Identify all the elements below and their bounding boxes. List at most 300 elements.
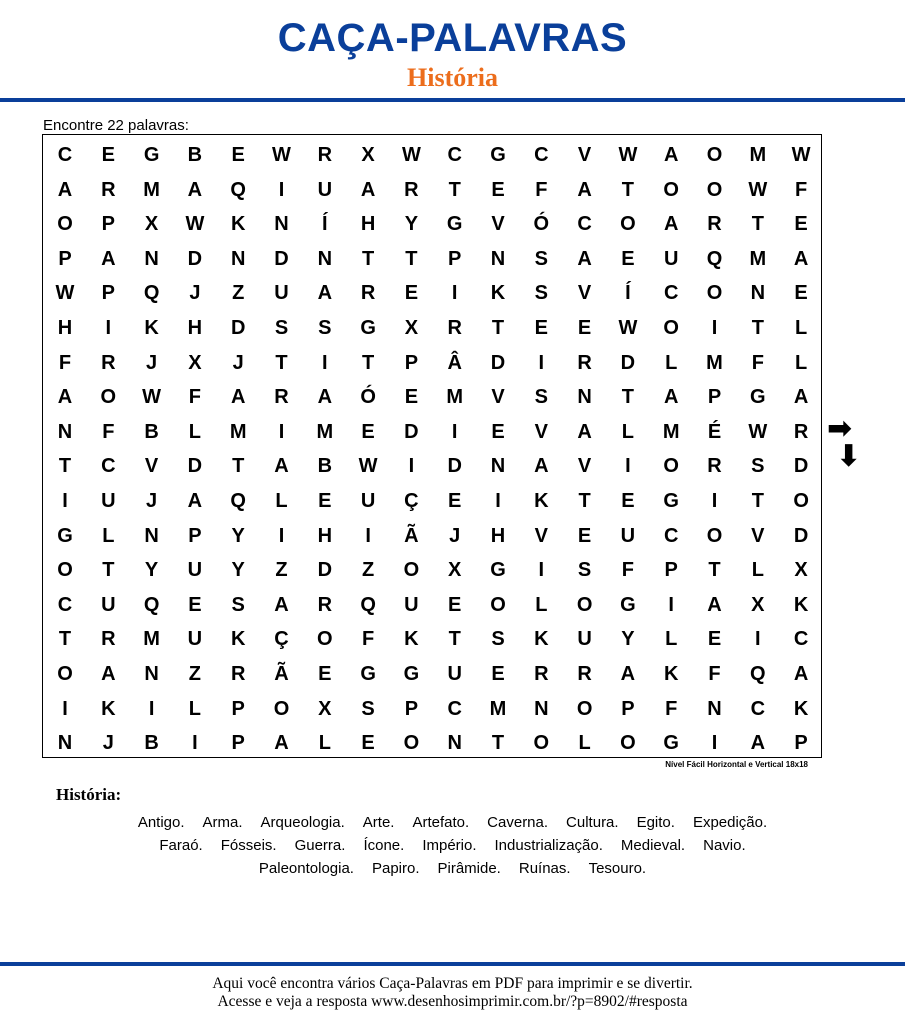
grid-letter: P — [664, 559, 678, 582]
word-list-item: Medieval. — [620, 837, 686, 854]
grid-letter: Ó — [360, 386, 376, 409]
grid-letter: U — [620, 524, 636, 547]
arrow-down-icon: ⬇ — [836, 440, 862, 473]
grid-letter: A — [793, 663, 809, 685]
word-list-item: Antigo. — [137, 814, 185, 831]
grid-letter: I — [495, 490, 501, 512]
word-list-item: Papiro. — [371, 860, 420, 877]
word-list-item: Caverna. — [487, 814, 549, 831]
grid-letter: S — [534, 282, 548, 305]
grid-letter: W — [55, 282, 75, 305]
grid-letter: T — [621, 386, 634, 409]
grid-letter: L — [751, 559, 764, 582]
grid-letter: Q — [143, 282, 160, 305]
grid-letter: A — [360, 178, 376, 201]
grid-letter: W — [748, 420, 768, 443]
grid-letter: F — [361, 628, 375, 651]
grid-letter: A — [317, 282, 333, 305]
grid-letter: G — [360, 663, 376, 685]
grid-letter: L — [102, 524, 115, 547]
word-list-item: Navio. — [703, 837, 746, 854]
grid-letter: X — [794, 559, 808, 582]
grid-letter: E — [101, 144, 115, 166]
grid-letter: C — [663, 524, 679, 547]
grid-letter: V — [577, 282, 592, 305]
word-list-title: História: — [56, 785, 122, 804]
grid-letter: A — [274, 732, 289, 755]
grid-letter: G — [663, 490, 679, 512]
grid-letter: M — [489, 697, 507, 720]
word-list-item: Arqueologia. — [260, 814, 345, 831]
grid-letter: A — [707, 593, 722, 616]
grid-letter: G — [57, 524, 73, 547]
grid-letter: E — [404, 386, 419, 409]
grid-letter: W — [401, 144, 421, 166]
grid-letter: E — [621, 247, 635, 270]
grid-letter: E — [794, 213, 808, 236]
grid-letter: X — [318, 697, 332, 720]
grid-letter: L — [665, 628, 678, 651]
grid-letter: R — [317, 593, 333, 616]
grid-letter: H — [57, 317, 73, 339]
grid-letter: V — [491, 213, 505, 236]
grid-letter: Ã — [404, 524, 419, 547]
word-list-item: Artefato. — [412, 814, 470, 831]
grid-letter: N — [447, 732, 462, 755]
grid-letter: L — [188, 697, 201, 720]
grid-letter: I — [278, 524, 285, 547]
grid-letter: D — [187, 455, 203, 478]
grid-letter: I — [538, 351, 545, 374]
grid-letter: O — [57, 663, 73, 685]
grid-letter: B — [144, 732, 159, 755]
grid-letter: E — [577, 317, 592, 339]
grid-letter: F — [751, 351, 764, 374]
grid-letter: C — [663, 282, 679, 305]
top-divider — [0, 98, 905, 102]
grid-letter: O — [273, 697, 290, 720]
grid-letter: O — [100, 386, 117, 409]
grid-letter: U — [663, 247, 679, 270]
grid-letter: Z — [232, 282, 245, 305]
grid-letter: A — [57, 178, 73, 201]
grid-letter: E — [577, 524, 592, 547]
grid-letter: T — [751, 213, 764, 236]
grid-letter: H — [360, 213, 376, 236]
grid-letter: T — [751, 490, 764, 512]
grid-letter: K — [490, 282, 506, 305]
grid-letter: O — [57, 213, 73, 236]
grid-letter: S — [491, 628, 505, 651]
grid-letter: A — [663, 144, 679, 166]
grid-letter: S — [361, 697, 375, 720]
grid-letter: D — [187, 247, 203, 270]
grid-letter: U — [447, 663, 462, 685]
grid-letter: L — [318, 732, 331, 755]
grid-letter: K — [230, 213, 246, 236]
grid-letter: D — [404, 420, 419, 443]
grid-letter: A — [750, 732, 766, 755]
grid-letter: P — [404, 697, 419, 720]
grid-letter: O — [533, 732, 550, 755]
grid-letter: E — [318, 663, 332, 685]
grid-letter: L — [188, 420, 201, 443]
grid-letter: S — [534, 386, 548, 409]
grid-letter: N — [577, 386, 592, 409]
grid-letter: L — [578, 732, 591, 755]
grid-letter: S — [231, 593, 245, 616]
grid-letter: P — [448, 247, 462, 270]
grid-letter: U — [360, 490, 376, 512]
grid-letter: A — [187, 490, 203, 512]
grid-letter: R — [793, 420, 809, 443]
grid-letter: G — [620, 593, 636, 616]
grid-letter: N — [317, 247, 333, 270]
grid-letter: V — [577, 455, 592, 478]
grid-letter: R — [360, 282, 376, 305]
grid-letter: I — [451, 420, 458, 443]
grid-letter: N — [490, 455, 506, 478]
grid-letter: P — [231, 732, 245, 755]
grid-letter: E — [318, 490, 332, 512]
grid-letter: I — [408, 455, 415, 478]
grid-letter: N — [274, 213, 289, 236]
grid-letter: Y — [404, 213, 419, 236]
grid-letter: Ç — [404, 490, 419, 512]
grid-letter: D — [447, 455, 462, 478]
grid-letter: Q — [360, 593, 376, 616]
grid-letter: A — [663, 386, 679, 409]
grid-letter: N — [230, 247, 246, 270]
word-search-grid — [42, 134, 822, 758]
grid-letter: O — [706, 178, 723, 201]
grid-letter: C — [447, 144, 462, 166]
grid-letter: A — [101, 663, 116, 685]
grid-letter: E — [491, 420, 505, 443]
grid-letter: V — [534, 524, 548, 547]
bottom-divider — [0, 962, 905, 966]
grid-letter: X — [751, 593, 765, 616]
grid-letter: H — [317, 524, 333, 547]
grid-letter: K — [534, 628, 549, 651]
grid-letter: I — [148, 697, 155, 720]
grid-letter: M — [446, 386, 464, 409]
grid-letter: T — [491, 317, 505, 339]
grid-letter: W — [185, 213, 205, 236]
grid-letter: Â — [447, 351, 462, 374]
grid-letter: O — [793, 490, 809, 512]
grid-letter: G — [360, 317, 376, 339]
grid-letter: Q — [230, 178, 246, 201]
grid-letter: N — [144, 663, 159, 685]
grid-letter: V — [751, 524, 765, 547]
grid-letter: M — [749, 247, 767, 270]
grid-letter: I — [668, 593, 674, 616]
grid-letter: O — [706, 282, 723, 305]
grid-letter: A — [534, 455, 549, 478]
grid-letter: K — [101, 697, 116, 720]
grid-letter: I — [365, 524, 371, 547]
grid-letter: Y — [144, 559, 159, 582]
instructions-label: Encontre 22 palavras: — [43, 117, 189, 134]
grid-letter: K — [404, 628, 419, 651]
grid-letter: P — [404, 351, 419, 374]
grid-letter: O — [620, 732, 636, 755]
grid-letter: C — [57, 593, 73, 616]
word-list-item: Pirâmide. — [437, 860, 501, 877]
grid-letter: Y — [231, 559, 245, 582]
grid-letter: A — [187, 178, 203, 201]
grid-letter: U — [187, 559, 203, 582]
grid-letter: Q — [750, 663, 766, 685]
grid-letter: O — [57, 559, 73, 582]
grid-letter: E — [188, 593, 202, 616]
word-list-line — [0, 836, 905, 856]
grid-letter: É — [707, 420, 722, 443]
grid-letter: C — [57, 144, 73, 166]
grid-letter: A — [577, 247, 592, 270]
grid-letter: Y — [621, 628, 635, 651]
grid-letter: U — [577, 628, 592, 651]
grid-letter: Ç — [274, 628, 289, 651]
grid-letter: W — [618, 317, 638, 339]
grid-letter: P — [707, 386, 722, 409]
difficulty-label: Nível Fácil Horizontal e Vertical 18x18 — [665, 760, 808, 769]
grid-letter: P — [794, 732, 808, 755]
grid-letter: R — [274, 386, 289, 409]
grid-letter: N — [144, 524, 159, 547]
grid-letter: K — [793, 593, 809, 616]
grid-letter: T — [621, 178, 634, 201]
grid-letter: D — [274, 247, 289, 270]
word-list-item: Ruínas. — [518, 860, 571, 877]
grid-letter: U — [101, 593, 116, 616]
grid-letter: R — [317, 144, 333, 166]
word-list-line — [0, 813, 905, 833]
grid-letter: L — [621, 420, 634, 443]
word-list-item: Faraó. — [159, 837, 203, 854]
word-list-item: Tesouro. — [588, 860, 647, 877]
grid-letter: L — [794, 317, 808, 339]
grid-letter: S — [534, 247, 548, 270]
grid-letter: Ã — [274, 663, 289, 685]
grid-letter: T — [102, 559, 115, 582]
grid-letter: G — [750, 386, 766, 409]
word-list-item: Egito. — [636, 814, 675, 831]
grid-letter: C — [793, 628, 809, 651]
grid-letter: O — [706, 144, 723, 166]
grid-letter: F — [188, 386, 201, 409]
grid-letter: E — [448, 593, 462, 616]
grid-letter: T — [751, 317, 764, 339]
grid-letter: V — [577, 144, 592, 166]
grid-letter: R — [101, 628, 116, 651]
grid-letter: N — [707, 697, 722, 720]
word-list-item: Ícone. — [363, 837, 405, 854]
grid-letter: O — [663, 178, 679, 201]
grid-letter: U — [187, 628, 203, 651]
grid-letter: O — [490, 593, 506, 616]
grid-letter: V — [144, 455, 159, 478]
grid-letter: Z — [188, 663, 201, 685]
grid-letter: X — [404, 317, 419, 339]
page-subtitle: História — [407, 63, 498, 92]
grid-letter: P — [231, 697, 245, 720]
grid-letter: N — [534, 697, 549, 720]
grid-letter: U — [317, 178, 333, 201]
grid-letter: T — [361, 351, 375, 374]
grid-letter: R — [101, 178, 116, 201]
grid-letter: W — [791, 144, 811, 166]
grid-letter: C — [750, 697, 766, 720]
grid-letter: A — [317, 386, 333, 409]
grid-letter: C — [101, 455, 116, 478]
grid-letter: Y — [231, 524, 245, 547]
grid-letter: F — [535, 178, 548, 201]
word-list-item: Fósseis. — [220, 837, 277, 854]
grid-letter: P — [101, 213, 115, 236]
word-list-item: Império. — [422, 837, 477, 854]
arrow-right-icon: ➡ — [827, 412, 853, 445]
grid-letter: Ó — [533, 213, 550, 236]
grid-letter: J — [189, 282, 201, 305]
grid-letter: X — [361, 144, 375, 166]
grid-letter: P — [188, 524, 202, 547]
grid-letter: Q — [143, 593, 160, 616]
grid-letter: I — [62, 697, 68, 720]
footer-promo-text: Aqui você encontra vários Caça-Palavras em PDF para imprimir e se divertir. — [212, 975, 693, 992]
grid-letter: D — [793, 455, 809, 478]
grid-letter: E — [448, 490, 462, 512]
grid-letter: I — [322, 351, 328, 374]
grid-letter: J — [232, 351, 244, 374]
grid-letter: Í — [625, 282, 631, 305]
grid-letter: E — [231, 144, 245, 166]
grid-letter: U — [101, 490, 116, 512]
grid-letter: I — [538, 559, 545, 582]
grid-letter: E — [534, 317, 548, 339]
grid-letter: O — [576, 593, 593, 616]
grid-letter: I — [711, 490, 718, 512]
grid-letter: I — [711, 317, 718, 339]
grid-letter: T — [405, 247, 418, 270]
grid-letter: X — [188, 351, 202, 374]
grid-letter: S — [274, 317, 289, 339]
grid-letter: T — [448, 628, 461, 651]
grid-letter: D — [620, 351, 636, 374]
grid-letter: I — [105, 317, 112, 339]
grid-letter: B — [187, 144, 203, 166]
grid-letter: K — [663, 663, 679, 685]
grid-letter: G — [663, 732, 679, 755]
grid-letter: C — [577, 213, 592, 236]
grid-letter: W — [748, 178, 768, 201]
word-list-item: Guerra. — [294, 837, 346, 854]
grid-letter: R — [577, 351, 592, 374]
grid-letter: I — [451, 282, 458, 305]
grid-letter: G — [490, 559, 506, 582]
grid-letter: A — [620, 663, 636, 685]
grid-letter: B — [144, 420, 159, 443]
grid-letter: W — [618, 144, 638, 166]
grid-letter: J — [449, 524, 461, 547]
grid-letter: X — [144, 213, 159, 236]
grid-letter: D — [490, 351, 506, 374]
word-list-item: Arma. — [202, 814, 243, 831]
grid-letter: X — [448, 559, 462, 582]
grid-letter: P — [58, 247, 72, 270]
grid-letter: A — [101, 247, 116, 270]
grid-letter: H — [490, 524, 506, 547]
grid-letter: D — [230, 317, 246, 339]
grid-letter: Z — [361, 559, 375, 582]
grid-letter: R — [230, 663, 246, 685]
grid-letter: T — [58, 628, 72, 651]
grid-letter: J — [146, 351, 158, 374]
grid-letter: G — [403, 663, 420, 685]
grid-letter: K — [534, 490, 549, 512]
grid-letter: E — [794, 282, 808, 305]
grid-letter: E — [361, 420, 375, 443]
grid-letter: E — [707, 628, 722, 651]
grid-letter: F — [794, 178, 808, 201]
grid-letter: T — [448, 178, 461, 201]
grid-letter: O — [620, 213, 636, 236]
grid-letter: M — [143, 178, 160, 201]
footer-link-text: Acesse e veja a resposta www.desenhosimprimir.com.br/?p=8902/#resposta — [217, 993, 688, 1010]
grid-letter: W — [142, 386, 162, 409]
grid-letter: Í — [322, 213, 328, 236]
grid-letter: M — [316, 420, 334, 443]
grid-letter: R — [101, 351, 116, 374]
grid-letter: D — [793, 524, 809, 547]
grid-letter: R — [707, 213, 722, 236]
grid-letter: B — [317, 455, 333, 478]
grid-letter: O — [576, 697, 593, 720]
grid-letter: F — [102, 420, 115, 443]
grid-letter: V — [491, 386, 505, 409]
grid-letter: R — [404, 178, 419, 201]
grid-letter: F — [621, 559, 634, 582]
grid-letter: A — [57, 386, 73, 409]
word-list-item: Arte. — [362, 814, 395, 831]
grid-letter: O — [663, 317, 679, 339]
grid-letter: A — [793, 247, 809, 270]
grid-letter: H — [187, 317, 203, 339]
grid-letter: A — [577, 420, 592, 443]
grid-letter: W — [272, 144, 291, 166]
grid-letter: E — [361, 732, 375, 755]
grid-letter: K — [144, 317, 159, 339]
grid-letter: G — [446, 213, 463, 236]
word-list-item: Expedição. — [692, 814, 768, 831]
grid-letter: O — [663, 455, 679, 478]
page-title: CAÇA-PALAVRAS — [277, 16, 628, 60]
grid-letter: K — [793, 697, 809, 720]
word-list-item: Industrialização. — [494, 837, 603, 854]
grid-letter: A — [793, 386, 809, 409]
grid-letter: I — [278, 420, 285, 443]
grid-letter: K — [230, 628, 246, 651]
grid-letter: L — [535, 593, 548, 616]
grid-letter: M — [706, 351, 723, 374]
grid-letter: P — [101, 282, 115, 305]
grid-letter: T — [491, 732, 505, 755]
grid-letter: R — [534, 663, 549, 685]
grid-letter: N — [490, 247, 506, 270]
grid-letter: M — [662, 420, 680, 443]
word-list-item: Cultura. — [566, 814, 619, 831]
